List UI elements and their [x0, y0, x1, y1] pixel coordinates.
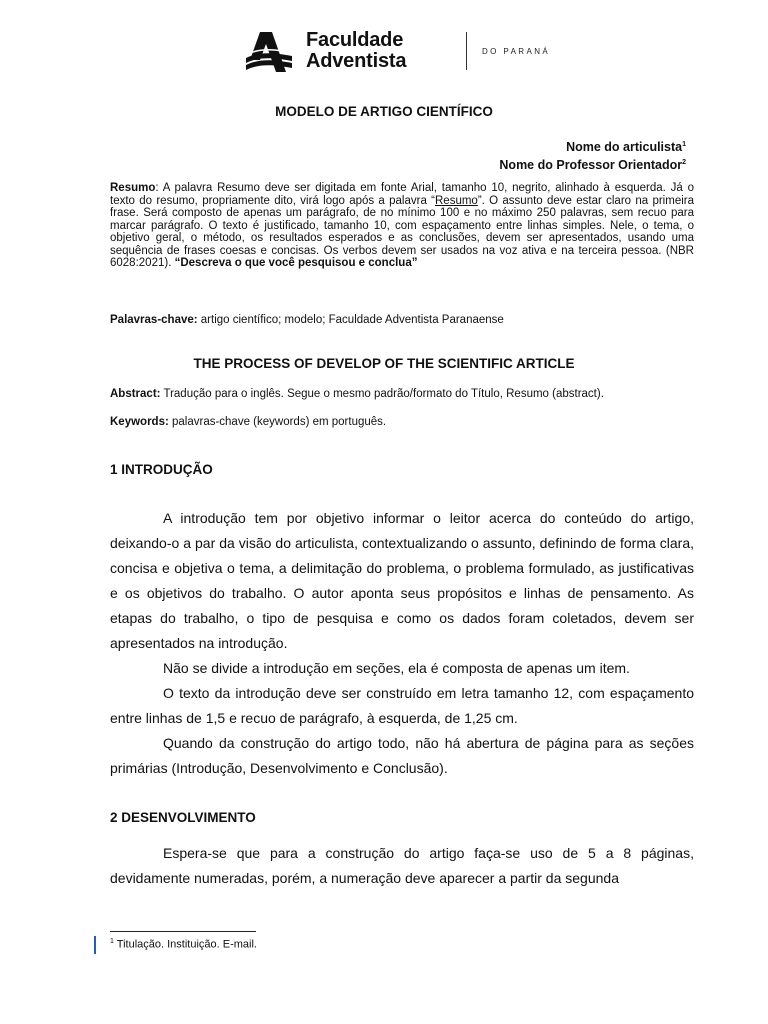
- text-cursor-bar: [94, 936, 96, 954]
- palavras-chave-label: Palavras-chave:: [110, 314, 198, 326]
- institution-logo: [246, 30, 556, 74]
- body-paragraph: Quando da construção do artigo todo, não há abertura de página para as seções primárias (Introdução, Desenvolvimento e Conclusão).: [110, 735, 694, 776]
- author-name: Nome do articulista: [566, 140, 683, 155]
- page-title: MODELO DE ARTIGO CIENTÍFICO: [275, 104, 493, 119]
- keywords-label: Keywords:: [110, 416, 169, 428]
- footnote-separator: [110, 931, 256, 932]
- resumo-label: Resumo: [110, 182, 156, 194]
- body-paragraph: O texto da introdução deve ser construído em letra tamanho 12, com espaçamento entre linhas de 1,5 e recuo de parágrafo, à esquerda, de 1,25 cm.: [110, 685, 694, 726]
- body-paragraph: Espera-se que para a construção do artigo faça-se uso de 5 a 8 páginas, devidamente numeradas, porém, a numeração deve aparecer a partir da segunda: [110, 845, 694, 886]
- author-block: [499, 137, 686, 173]
- logo-line-2: Adventista: [306, 50, 407, 72]
- palavras-chave-line: [110, 314, 710, 326]
- resumo-paragraph: [110, 182, 694, 270]
- resumo-text-1: : A palavra Resumo deve ser digitada em fonte Arial, tamanho 10, negrito, alinhado à esquerda. Já o texto do resumo, propriamente dito, virá logo após a palavra “: [110, 182, 694, 207]
- abstract-text: Tradução para o inglês. Segue o mesmo padrão/formato do Título, Resumo (abstract).: [160, 388, 604, 400]
- logo-divider: [466, 32, 467, 70]
- keywords-text: palavras-chave (keywords) em português.: [168, 416, 387, 428]
- advisor-name: Nome do Professor Orientador: [499, 158, 683, 173]
- faculdade-logo-icon: [246, 32, 294, 72]
- footnote-mark: 1: [110, 938, 114, 945]
- advisor-name-line: [499, 155, 686, 173]
- logo-subtitle: DO PARANÁ: [482, 47, 551, 56]
- section-heading-introducao: 1 INTRODUÇÃO: [110, 462, 213, 477]
- palavras-chave-text: artigo científico; modelo; Faculdade Adventista Paranaense: [197, 314, 504, 326]
- resumo-text-2: ”. O assunto deve estar claro na primeira frase. Será composto de apenas um parágrafo, de no mínimo 100 e no máximo 250 palavras, sem recuo para marcar parágrafo. O texto é justificado, tamanho 10, com espaçamento entre linhas simples. Nele, o tema, o objetivo geral, o método, os resultados esperados e as conclusões, devem ser apresentados, usando uma sequência de frases coesas e concisas. Os verbos devem ser usados na voz ativa e na terceira pessoa. (NBR 6028:2021).: [110, 194, 694, 269]
- advisor-footnote-mark: 2: [682, 159, 686, 167]
- abstract-label: Abstract:: [110, 388, 161, 400]
- introducao-body: [110, 506, 694, 781]
- author-footnote-mark: 1: [682, 141, 686, 148]
- author-name-line: [499, 137, 686, 155]
- english-title: THE PROCESS OF DEVELOP OF THE SCIENTIFIC ARTICLE: [193, 356, 575, 371]
- section-heading-desenvolvimento: 2 DESENVOLVIMENTO: [110, 810, 256, 825]
- logo-wordmark: [306, 30, 406, 72]
- footnote: [110, 938, 257, 951]
- logo-line-1: Faculdade: [306, 29, 404, 51]
- desenvolvimento-body: [110, 841, 694, 891]
- body-paragraph: Não se divide a introdução em seções, ela é composta de apenas um item.: [163, 660, 630, 676]
- keywords-line: [110, 416, 710, 428]
- footnote-text: Titulação. Instituição. E-mail.: [113, 938, 257, 951]
- abstract-line: [110, 388, 710, 400]
- resumo-underlined-word: Resumo: [435, 194, 478, 207]
- body-paragraph: A introdução tem por objetivo informar o leitor acerca do conteúdo do artigo, deixando-o a par da visão do articulista, contextualizando o assunto, definindo de forma clara, concisa e objetiva o tema, a delimitação do problema, o problema formulado, as justificativas e os objetivos do trabalho. O autor aponta seus propósitos e linhas de pensamento. As etapas do trabalho, o tipo de pesquisa e como os dados foram coletados, devem ser apresentados na introdução.: [110, 510, 694, 651]
- resumo-emphasis: “Descreva o que você pesquisou e conclua”: [174, 257, 418, 269]
